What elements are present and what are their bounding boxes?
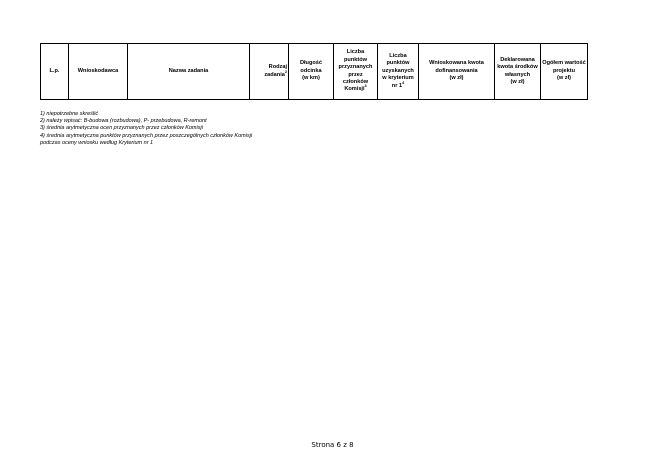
- header-label-line: własnych: [504, 71, 531, 78]
- header-label-line: odcinka: [300, 67, 322, 74]
- header-label-line: kwota środków: [497, 64, 538, 71]
- header-label-line: uzyskanych: [382, 67, 414, 74]
- header-label-line: Ogółem wartość: [542, 60, 586, 67]
- header-label-line: przyznanych: [338, 64, 373, 71]
- footnote-marker: 2: [284, 69, 287, 74]
- footnote: 4) średnia arytmetyczna punktów przyznanych przez poszczególnych członków Komisji: [40, 132, 253, 139]
- header-label-line: dofinansowania: [435, 67, 478, 74]
- header-label-line: Komisji$^3$: [344, 84, 367, 93]
- header-label-line: Liczba: [346, 49, 365, 56]
- col-task-name-header: [128, 44, 250, 100]
- header-label-line: nr $1^4$: [391, 80, 405, 89]
- summary-table: [40, 43, 588, 100]
- footnote: podczas oceny wniosku według Kryterium nr 1: [40, 139, 154, 146]
- col-task-type-header: [250, 44, 289, 100]
- col-total-value-header: [541, 44, 588, 100]
- footnote-marker: 4: [402, 80, 405, 85]
- page-number: Strona 6 z 8: [311, 441, 354, 449]
- header-label-line: punktów: [344, 56, 367, 63]
- header-label-line: (w zł): [557, 75, 571, 82]
- header-label-line: przez: [348, 71, 363, 78]
- header-label-line: Wnioskodawca: [77, 67, 119, 74]
- header-label-line: (w zł): [449, 75, 464, 82]
- header-label-line: (w zł): [510, 78, 525, 85]
- col-applicant-header: [69, 44, 128, 100]
- header-label-line: w kryterium: [382, 75, 414, 82]
- col-committee-points-header: [334, 44, 378, 100]
- footnotes: [40, 111, 252, 147]
- footnote-marker: 3: [364, 84, 367, 89]
- header-label-line: zadania$^2$: [264, 69, 287, 78]
- header-label-line: Liczba: [389, 53, 407, 60]
- col-length-header: [289, 44, 334, 100]
- header-label-line: (w km): [302, 75, 320, 82]
- footnote: 3) średnia arytmetyczna ocen przyznanych przez członków Komisji: [40, 125, 203, 132]
- table-header-row: [41, 44, 588, 100]
- header-label-line: Nazwa zadania: [168, 67, 209, 74]
- header-label-line: członków: [342, 78, 369, 85]
- header-label-line: Rodzaj: [268, 64, 287, 71]
- header-label-line: projektu: [552, 67, 576, 74]
- header-label-line: L.p.: [49, 67, 60, 74]
- header-label-line: Wnioskowana kwota: [429, 60, 484, 67]
- header-label-line: Deklarowana: [500, 56, 535, 63]
- footnote: 1) niepotrzebne skreślić: [40, 111, 99, 117]
- col-requested-amount-header: [419, 44, 495, 100]
- footnote: 2) należy wpisać: B-budowa (rozbudowa), P- przebudowa, R-remont: [40, 118, 207, 125]
- header-label-line: Długość: [299, 60, 323, 67]
- col-criterion-points-header: [378, 44, 419, 100]
- col-lp-header: [41, 44, 69, 100]
- header-label-line: punktów: [386, 60, 410, 67]
- col-own-funds-header: [495, 44, 541, 100]
